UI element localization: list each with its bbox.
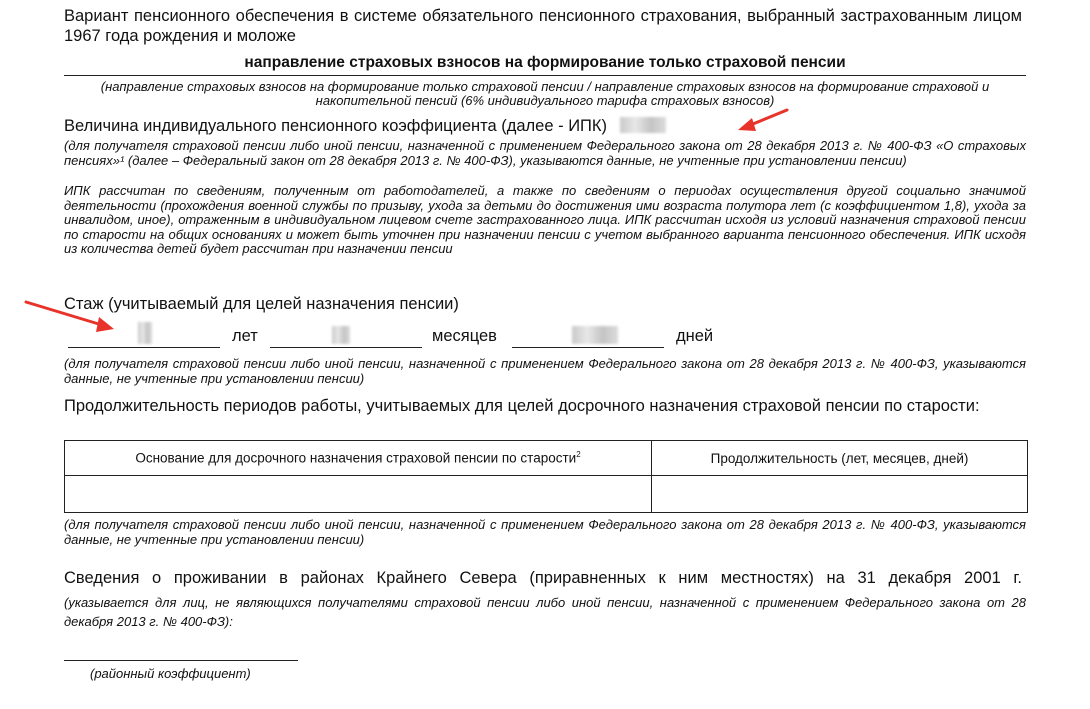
ipk-calculation-note: ИПК рассчитан по сведениям, полученным от работодателей, а также по сведениям о периодах осуществления другой социально значимой деятельности (прохождения военной службы по призыву, ухода за детьми до достижения ими возраста полутора лет (с коэффициентом 1,8), ухода за инвалидом, иное), отраженным в индивидуальном лицевом счете застрахованного лица. ИПК рассчитан исходя из условий назначения страховой пенсии по старости на общих основаниях и может быть уточнен при назначении пенсии с учетом выбранного варианта пенсионного обеспечения. ИПК исходя из количества детей будет рассчитан при назначении пенсии <box>64 183 1026 256</box>
years-label: лет <box>232 327 258 345</box>
table-header-duration: Продолжительность (лет, месяцев, дней) <box>652 441 1028 476</box>
arrow-icon <box>738 110 787 131</box>
table-header-basis: Основание для досрочного назначения страховой пенсии по старости$^2$ <box>65 441 652 476</box>
stazh-label: Стаж (учитываемый для целей назначения пенсии) <box>64 295 459 313</box>
coef-caption: (районный коэффициент) <box>90 666 251 681</box>
ipk-note: (для получателя страховой пенсии либо иной пенсии, назначенной с применением Федерального закона от 28 декабря 2013 г. № 400-ФЗ «О страховых пенсиях»¹ (далее – Федеральный закон от 28 декабря 2013 г. № 400-ФЗ), указываются данные, не учтенные при установлении пенсии) <box>64 138 1026 168</box>
early-periods-note: (для получателя страховой пенсии либо иной пенсии, назначенной с применением Федерального закона от 28 декабря 2013 г. № 400-ФЗ, указываются данные, не учтенные при установлении пенсии) <box>64 517 1026 547</box>
ipk-label: Величина индивидуального пенсионного коэффициента (далее - ИПК) <box>64 117 608 135</box>
heading-note: (направление страховых взносов на формирование только страховой пенсии / направление страховых взносов на формирование страховой и накопительной пенсий (6% индивидуального тарифа страховых взносов) <box>100 79 990 108</box>
pension-option-heading: направление страховых взносов на формирование только страховой пенсии <box>244 54 846 71</box>
intro-text: Вариант пенсионного обеспечения в системе обязательного пенсионного страхования, выбранный застрахованным лицом 1967 года рождения и моложе <box>64 7 1022 45</box>
north-note: (указывается для лиц, не являющихся получателями страховой пенсии либо иной пенсии, назначенной с применением Федерального закона от 28 декабря 2013 г. № 400-ФЗ): <box>64 595 1026 629</box>
months-label: месяцев <box>432 327 497 345</box>
north-label: Сведения о проживании в районах Крайнего Севера (приравненных к ним местностях) на 31 декабря 2001 г. <box>64 569 1022 587</box>
days-label: дней <box>676 327 714 345</box>
arrow-icon <box>26 302 114 332</box>
early-periods-label: Продолжительность периодов работы, учитываемых для целей досрочного назначения страховой пенсии по старости: <box>64 397 980 415</box>
stazh-note: (для получателя страховой пенсии либо иной пенсии, назначенной с применением Федерального закона от 28 декабря 2013 г. № 400-ФЗ, указываются данные, не учтенные при установлении пенсии) <box>64 356 1026 386</box>
